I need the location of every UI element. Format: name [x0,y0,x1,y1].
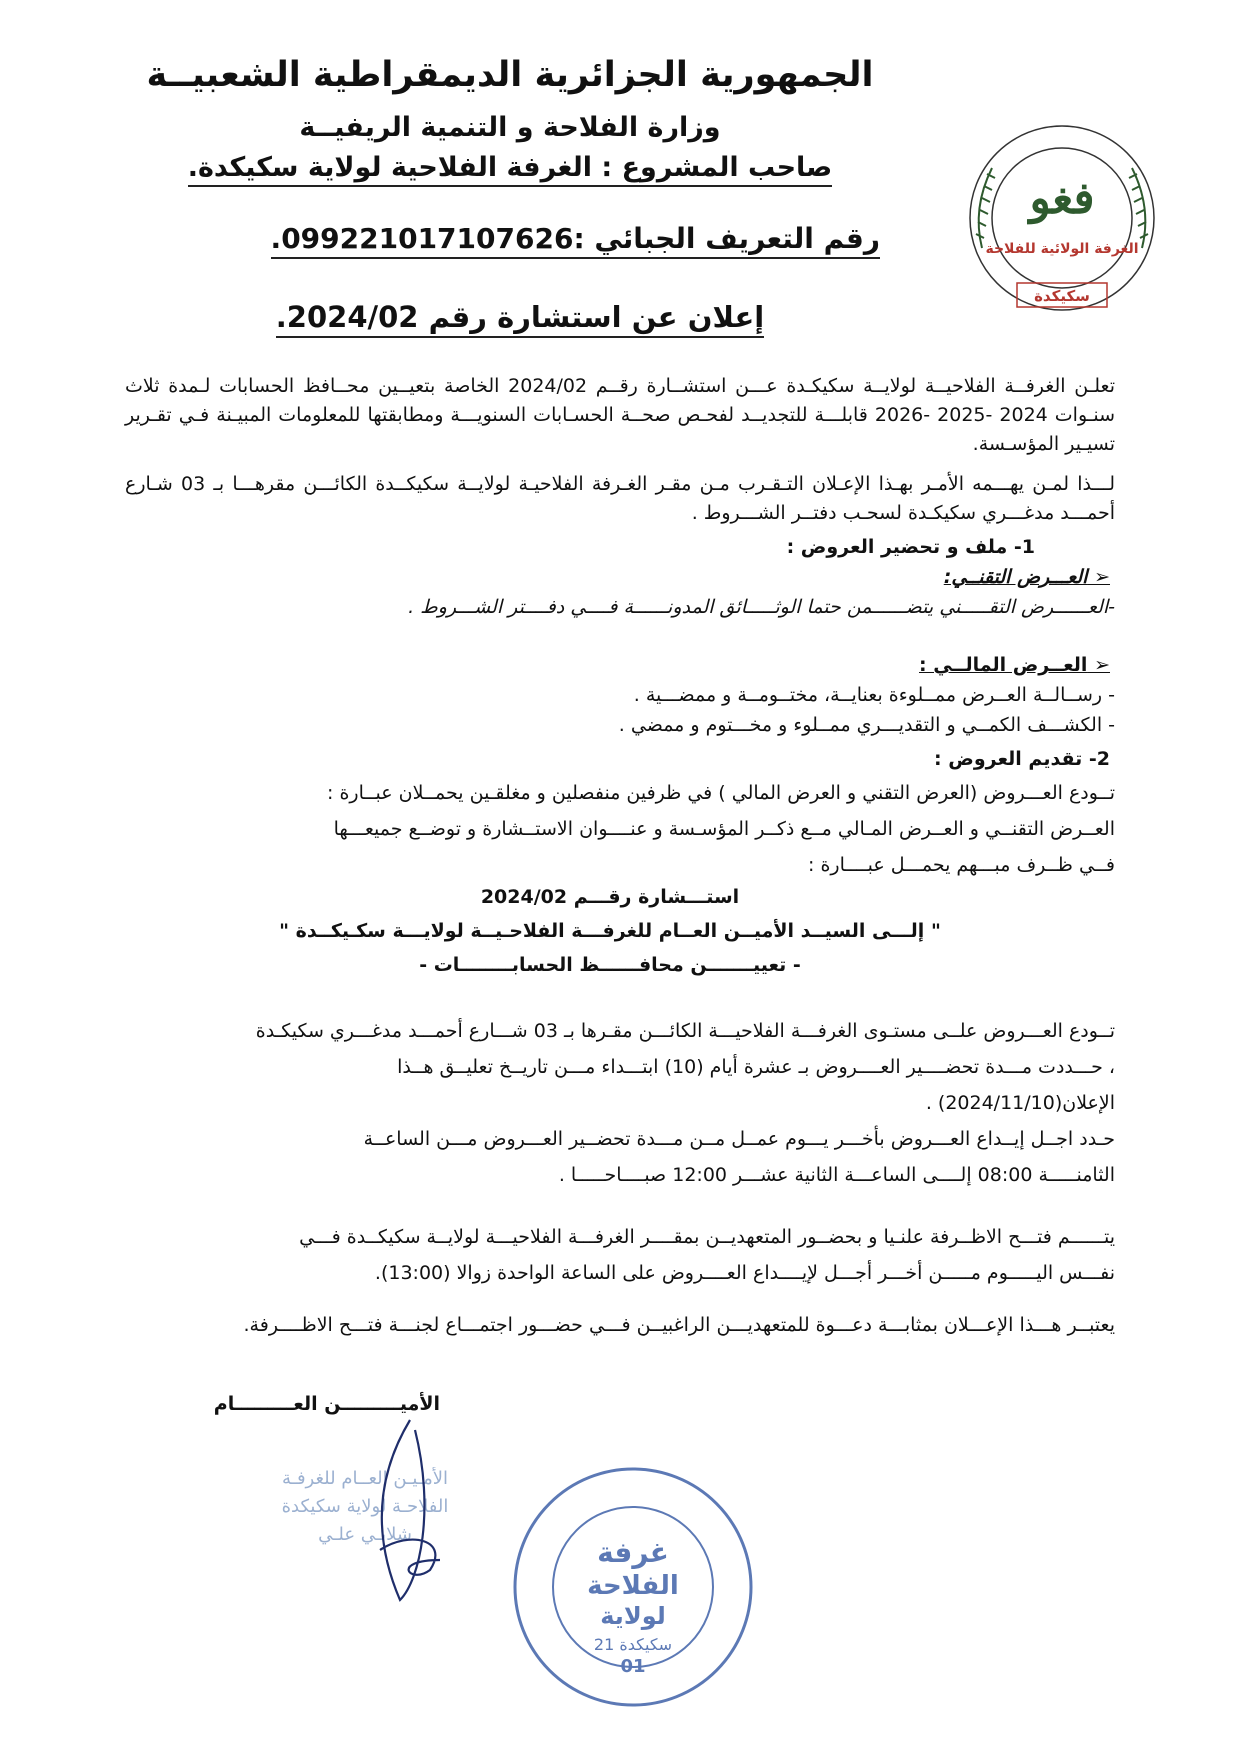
section-2-line-3: فــي ظــرف مبـــهم يحمـــل عبــــارة : [808,854,1115,876]
envelope-line-2: " إلـــى السيــد الأميــن العــام للغرفـــة الفلاحـيــة لولايـــة سكـيكــدة " [279,920,941,942]
financial-offer-item-2: - الكشـــف الكمــي و التقديـــري ممــلوء و مخـــتوم و ممضي . [618,714,1115,736]
handwritten-signature-icon [340,1410,480,1620]
announcement-title: إعلان عن استشارة رقم 2024/02. [200,300,840,334]
signatory-title: الأميـــــــــن العـــــــــام [213,1393,440,1415]
chamber-agriculture-logo-icon [962,118,1162,318]
ministry-title: وزارة الفلاحة و التنمية الريفيــة [299,112,721,143]
opening-line-2: نفـــس اليـــــوم مـــــن أخـــر أجـــل لإيــــداع العــــروض على الساعة الواحدة زوالا (13:00). [374,1262,1115,1284]
opening-line-1: يتــــــم فتـــح الاظــرفة علنـيا و بحضــور المتعهديــن بمقــــر الغرفـــة الفلاحيـــة لولايــة سكيكــدة فـــي [299,1226,1115,1248]
deposit-line-1: تــودع العـــروض علــى مستـوى الغرفـــة الفلاحيـــة الكائـــن مقـرها بـ 03 شـــارع أحمـــد مدغـــري سكيكـدة [255,1020,1115,1042]
republic-title: الجمهورية الجزائرية الديمقراطية الشعبيــة [146,55,874,95]
envelope-line-1: استـــشارة رقـــم 2024/02 [480,886,740,908]
section-1-title: 1- ملف و تحضير العروض : [786,536,1035,558]
technical-offer-heading: ➢ العـــرض التقنــي: [943,566,1110,588]
name-stamp-line-1: الأمـيـن العــام للغرفـة [282,1468,448,1489]
deposit-line-5: الثامنـــــة 08:00 إلــــى الساعـــة الثانية عشـــر 12:00 صبــــاحـــــا . [558,1164,1115,1186]
project-owner: صاحب المشروع : الغرفة الفلاحية لولاية سكيكدة. [100,152,920,183]
deposit-line-2: ، حـــددت مـــدة تحضــــير العــــروض بـ عشرة أيام (10) ابتـــداء مـــن تاريــخ تعليــق هــذا [397,1056,1115,1078]
envelope-line-3: - تعييـــــــن محافــــــظ الحسابــــــــات - [419,954,801,976]
tax-id: رقم التعريف الجبائي :099221017107626. [180,222,880,255]
intro-paragraph-2: لـــذا لمـن يهـــمه الأمـر بهـذا الإعـلان التـقـرب مـن مقـر الغـرفة الفلاحيـة لولايــة سكيكــدة الكائـــن مقرهـــا بـ 03 شـارع أحمـــد مدغـــري سكيكـدة لسحـب دفتــر الشـــروط . [125,473,1116,524]
section-2-title: 2- تقديم العروض : [934,748,1110,770]
name-stamp-line-2: الفلاحـة لولاية سكيكدة [281,1496,449,1517]
deposit-line-3: الإعلان(2024/11/10) . [925,1092,1115,1114]
svg-text:01: 01 [620,1656,646,1677]
opening-line-3: يعتبــر هـــذا الإعـــلان بمثابـــة دعـــوة للمتعهديـــن الراغبيــن فـــي حضـــور اجتمـــاع لجنـــة فتـــح الاظــــرفة. [243,1314,1115,1336]
svg-text:لولاية: لولاية [600,1602,666,1630]
svg-text:غرفة: غرفة [597,1536,669,1569]
svg-text:الفلاحة: الفلاحة [587,1571,679,1601]
official-round-stamp-icon [508,1462,758,1712]
technical-offer-text: -العــــــرض التقـــــني يتضــــــمن حتما الوثـــــائق المدونــــــة فــــي دفــــتر الشـــروط . [408,596,1115,618]
svg-text:الغرفة الولائية للفلاحة: الغرفة الولائية للفلاحة [985,241,1139,257]
section-2-line-2: العــرض التقنــي و العــرض المـالي مــع ذكــر المؤسـسة و عنــــوان الاستــشارة و توضــع جميعـــها [333,818,1115,840]
name-stamp-line-3: شلابـي علـي [318,1524,412,1545]
intro-paragraph-1: تعلـن الغرفــة الفلاحيــة لولايــة سكيكـدة عـــن استشــارة رقــم 2024/02 الخاصة بتعيــين محــافظ الحسابات لـمدة ثلاث سنـوات 2024 -2025 -2026 قابلـــة للتجديــد لفحـص صحــة الحسـابات السنويـــة ومطابقتها للمعلومات المبيـنة فـي تقـرير تسيـير المؤسـسة. [125,375,1115,455]
financial-offer-heading: ➢ العــرض المالــي : [919,654,1110,676]
svg-text:فغو: فغو [1029,173,1095,224]
section-2-line-1: تــودع العـــروض (العرض التقني و العرض المالي ) في ظرفين منفصلين و مغلقـين يحمــلان عبــارة : [327,782,1115,804]
financial-offer-item-1: - رســالــة العــرض ممــلوءة بعنايــة، مختــومــة و ممضـــية . [633,684,1115,706]
svg-text:سكيكدة 21: سكيكدة 21 [593,1635,673,1654]
svg-text:سكيكدة: سكيكدة [1034,287,1090,305]
deposit-line-4: حـدد اجــل إيــداع العـــروض بأخـــر يـــوم عمــل مــن مـــدة تحضــير العـــروض مـــن الساعــة [363,1128,1115,1150]
